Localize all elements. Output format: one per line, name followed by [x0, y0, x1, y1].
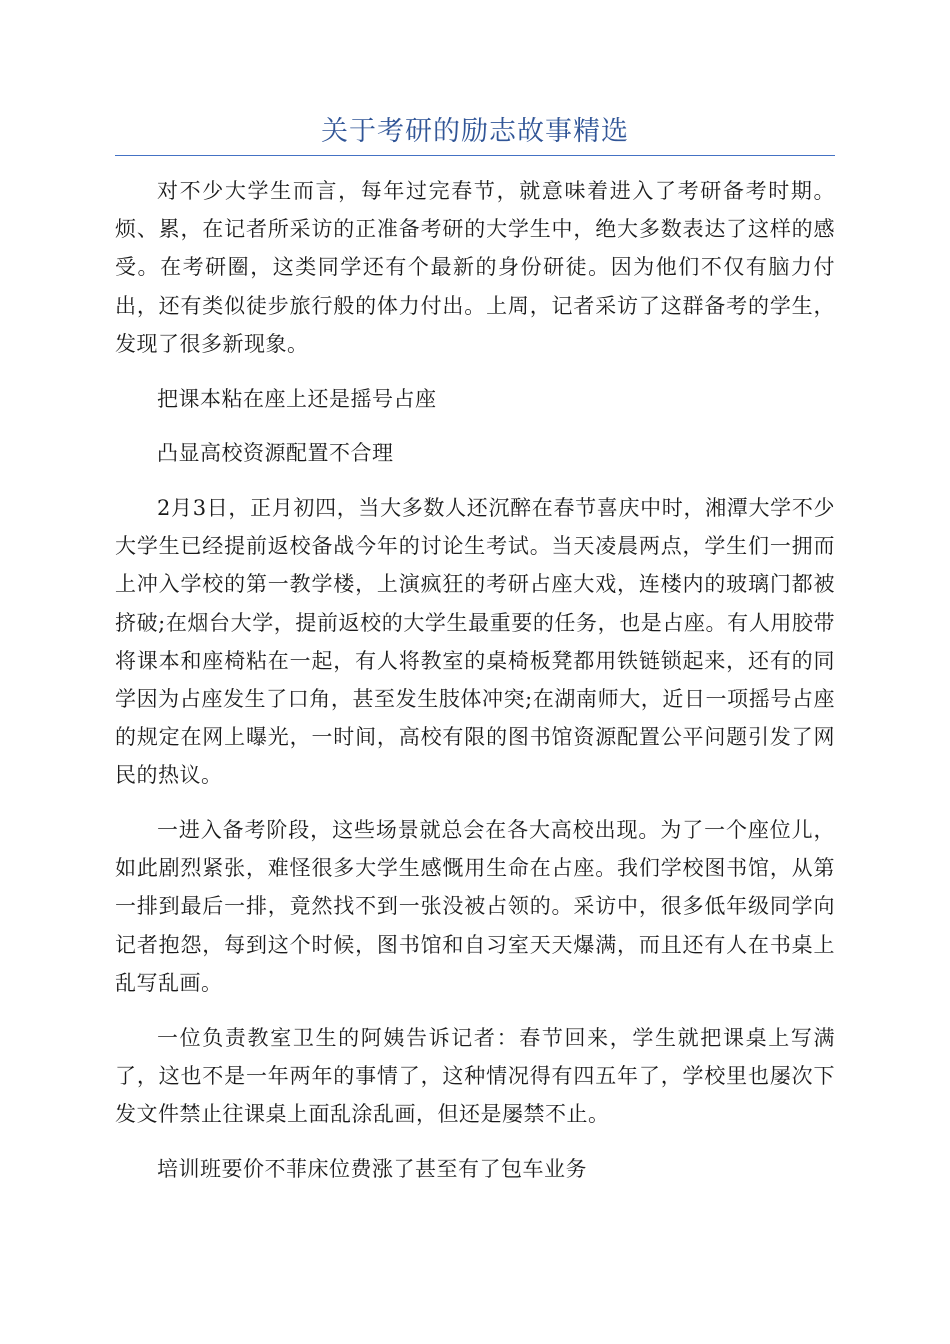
paragraph-subheading-3: 培训班要价不菲床位费涨了甚至有了包车业务 [157, 1156, 587, 1181]
paragraph-prep-stage: 一进入备考阶段，这些场景就总会在各大高校出现。为了一个座位儿，如此剧烈紧张，难怪很多大学生感慨用生命在占座。我们学校图书馆，从第一排到最后一排，竟然找不到一张没被占领的。采访中，很多低年级同学向记者抱怨，每到这个时候，图书馆和自习室天天爆满，而且还有人在书桌上乱写乱画。 [115, 818, 835, 995]
paragraph-cleaner-quote: 一位负责教室卫生的阿姨告诉记者：春节回来，学生就把课桌上写满了，这也不是一年两年的事情了，这种情况得有四五年了，学校里也屡次下发文件禁止往课桌上面乱涂乱画，但还是屡禁不止。 [115, 1025, 835, 1126]
document-page [115, 112, 835, 1204]
paragraph-subheading-1: 把课本粘在座上还是摇号占座 [157, 386, 437, 411]
paragraph-feb-3: 2月3日，正月初四，当大多数人还沉醉在春节喜庆中时，湘潭大学不少大学生已经提前返校备战今年的讨论生考试。当天凌晨两点，学生们一拥而上冲入学校的第一教学楼，上演疯狂的考研占座大戏，连楼内的玻璃门都被挤破;在烟台大学，提前返校的大学生最重要的任务，也是占座。有人用胶带将课本和座椅粘在一起，有人将教室的桌椅板凳都用铁链锁起来，还有的同学因为占座发生了口角，甚至发生肢体冲突;在湖南师大，近日一项摇号占座的规定在网上曝光，一时间，高校有限的图书馆资源配置公平问题引发了网民的热议。 [115, 495, 835, 788]
paragraph-subheading-2: 凸显高校资源配置不合理 [157, 441, 394, 466]
title-underline [115, 155, 835, 156]
document-title: 关于考研的励志故事精选 [321, 116, 629, 147]
paragraph-intro: 对不少大学生而言，每年过完春节，就意味着进入了考研备考时期。烦、累，在记者所采访的正准备考研的大学生中，绝大多数表达了这样的感受。在考研圈，这类同学还有个最新的身份研徒。因为他们不仅有脑力付出，还有类似徒步旅行般的体力付出。上周，记者采访了这群备考的学生，发现了很多新现象。 [115, 179, 835, 356]
